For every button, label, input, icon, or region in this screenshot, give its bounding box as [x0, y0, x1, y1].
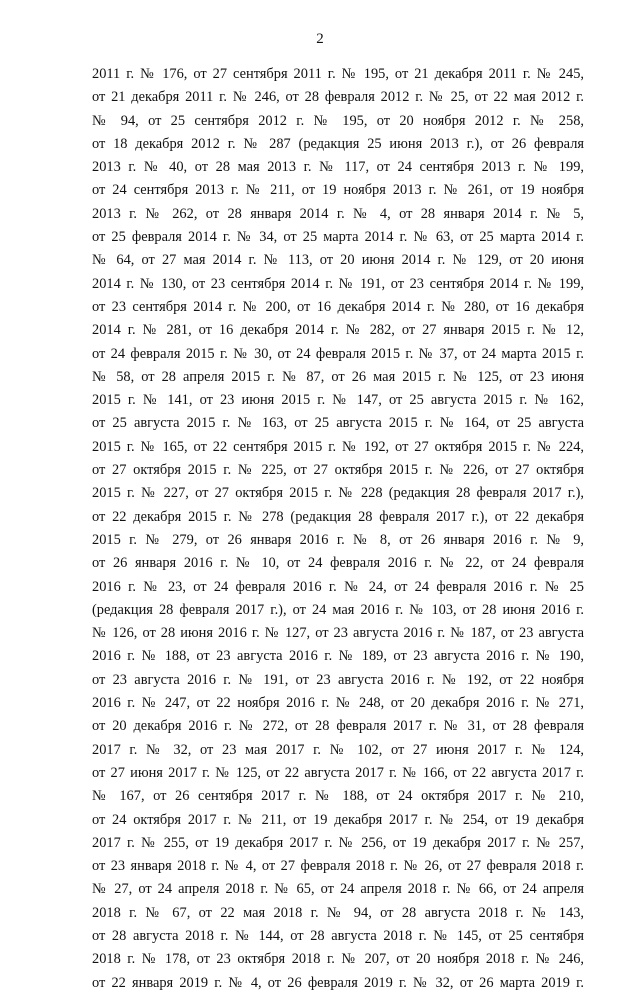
body-text-line: от 27 июня 2017 г. № 125, от 22 августа 2017 г. № 166, от 22 августа 2017 г. [92, 764, 584, 781]
body-text-line: 2018 г. № 178, от 23 октября 2018 г. № 207, от 20 ноября 2018 г. № 246, [92, 951, 584, 968]
body-text-line: № 126, от 28 июня 2016 г. № 127, от 23 августа 2016 г. № 187, от 23 августа [92, 625, 584, 642]
scan-edge-bottom [0, 893, 640, 905]
body-text-line: от 24 октября 2017 г. № 211, от 19 декабря 2017 г. № 254, от 19 декабря [92, 811, 584, 828]
body-text-line: 2015 г. № 165, от 22 сентября 2015 г. № 192, от 27 октября 2015 г. № 224, [92, 438, 584, 455]
body-text-line: 2015 г. № 141, от 23 июня 2015 г. № 147, от 25 августа 2015 г. № 162, [92, 392, 584, 409]
body-text-line: 2014 г. № 281, от 16 декабря 2014 г. № 282, от 27 января 2015 г. № 12, [92, 322, 584, 339]
body-text-line: от 23 августа 2016 г. № 191, от 23 августа 2016 г. № 192, от 22 ноября [92, 671, 584, 688]
body-text-line: № 94, от 25 сентября 2012 г. № 195, от 20 ноября 2012 г. № 258, [92, 112, 584, 129]
body-text-line: от 23 января 2018 г. № 4, от 27 февраля 2018 г. № 26, от 27 февраля 2018 г. [92, 858, 584, 875]
body-text-line: от 28 августа 2018 г. № 144, от 28 августа 2018 г. № 145, от 25 сентября [92, 927, 584, 944]
body-text-line: 2016 г. № 23, от 24 февраля 2016 г. № 24, от 24 февраля 2016 г. № 25 [92, 578, 584, 595]
body-text-line: от 25 февраля 2014 г. № 34, от 25 марта 2014 г. № 63, от 25 марта 2014 г. [92, 229, 584, 246]
body-text-line: от 25 августа 2015 г. № 163, от 25 августа 2015 г. № 164, от 25 августа [92, 415, 584, 432]
body-text-line: от 20 декабря 2016 г. № 272, от 28 февраля 2017 г. № 31, от 28 февраля [92, 718, 584, 735]
scan-edge-top [0, 0, 640, 6]
body-text-line: (редакция 28 февраля 2017 г.), от 24 мая 2016 г. № 103, от 28 июня 2016 г. [92, 601, 584, 618]
body-text-line: № 64, от 27 мая 2014 г. № 113, от 20 июня 2014 г. № 129, от 20 июня [92, 252, 584, 269]
body-text-line: 2018 г. № 67, от 22 мая 2018 г. № 94, от 28 августа 2018 г. № 143, [92, 904, 584, 921]
body-text-line: 2014 г. № 130, от 23 сентября 2014 г. № 191, от 23 сентября 2014 г. № 199, [92, 275, 584, 292]
body-text-line: от 22 января 2019 г. № 4, от 26 февраля 2019 г. № 32, от 26 марта 2019 г. [92, 974, 584, 991]
body-text-line: 2016 г. № 247, от 22 ноября 2016 г. № 248, от 20 декабря 2016 г. № 271, [92, 695, 584, 712]
body-text-line: от 21 декабря 2011 г. № 246, от 28 февраля 2012 г. № 25, от 22 мая 2012 г. [92, 89, 584, 106]
body-text-line: от 23 сентября 2014 г. № 200, от 16 декабря 2014 г. № 280, от 16 декабря [92, 298, 584, 315]
document-body-text [92, 63, 584, 995]
body-text-line: 2017 г. № 255, от 19 декабря 2017 г. № 256, от 19 декабря 2017 г. № 257, [92, 834, 584, 851]
body-text-line: № 27, от 24 апреля 2018 г. № 65, от 24 апреля 2018 г. № 66, от 24 апреля [92, 881, 584, 898]
body-text-line: № 58, от 28 апреля 2015 г. № 87, от 26 мая 2015 г. № 125, от 23 июня [92, 368, 584, 385]
body-text-line: 2015 г. № 279, от 26 января 2016 г. № 8, от 26 января 2016 г. № 9, [92, 531, 584, 548]
body-text-line: 2017 г. № 32, от 23 мая 2017 г. № 102, от 27 июня 2017 г. № 124, [92, 741, 584, 758]
body-text-line: 2011 г. № 176, от 27 сентября 2011 г. № 195, от 21 декабря 2011 г. № 245, [92, 66, 584, 82]
body-text-line: от 18 декабря 2012 г. № 287 (редакция 25 июня 2013 г.), от 26 февраля [92, 135, 584, 152]
page-number: 2 [316, 31, 324, 47]
body-text-line: 2015 г. № 227, от 27 октября 2015 г. № 228 (редакция 28 февраля 2017 г.), [92, 485, 584, 502]
body-text-line: от 24 сентября 2013 г. № 211, от 19 ноября 2013 г. № 261, от 19 ноября [92, 182, 584, 199]
body-text-line: 2013 г. № 262, от 28 января 2014 г. № 4, от 28 января 2014 г. № 5, [92, 205, 584, 222]
body-text-line: 2016 г. № 188, от 23 августа 2016 г. № 189, от 23 августа 2016 г. № 190, [92, 648, 584, 665]
body-text-line: № 167, от 26 сентября 2017 г. № 188, от 24 октября 2017 г. № 210, [92, 788, 584, 805]
body-text-line: от 26 января 2016 г. № 10, от 24 февраля 2016 г. № 22, от 24 февраля [92, 555, 584, 572]
body-text-line: от 24 февраля 2015 г. № 30, от 24 февраля 2015 г. № 37, от 24 марта 2015 г. [92, 345, 584, 362]
body-text-line: 2013 г. № 40, от 28 мая 2013 г. № 117, от 24 сентября 2013 г. № 199, [92, 159, 584, 176]
body-text-line: от 22 декабря 2015 г. № 278 (редакция 28 февраля 2017 г.), от 22 декабря [92, 508, 584, 525]
body-text-line: от 27 октября 2015 г. № 225, от 27 октября 2015 г. № 226, от 27 октября [92, 462, 584, 479]
